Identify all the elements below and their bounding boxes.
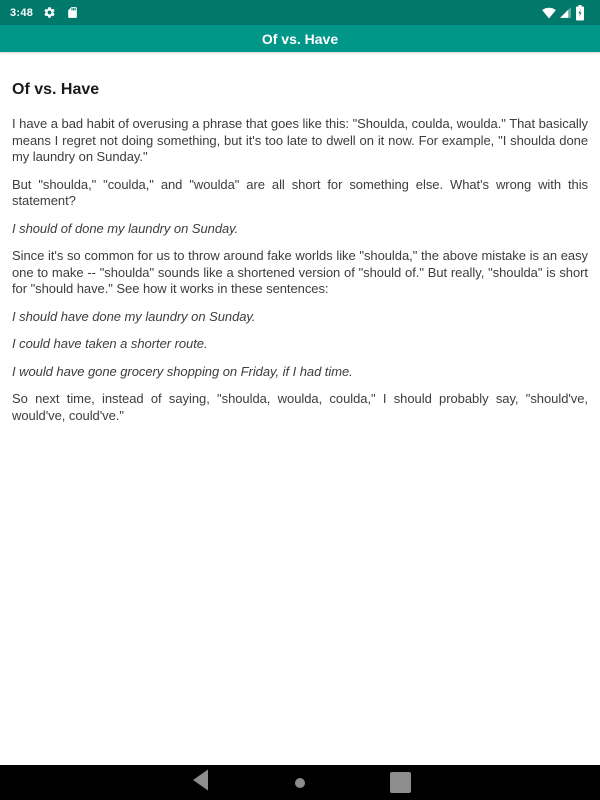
paragraph: Since it's so common for us to throw around fake worlds like "shoulda," the above mistake is an easy one to make -- "shoulda" sounds like a shortened version of "should of." But really, "shoulda" is short for "should have." See how it works in these sentences:: [12, 248, 588, 296]
home-icon: [295, 778, 305, 788]
status-bar: [0, 0, 600, 25]
paragraph: But "shoulda," "coulda," and "woulda" are all short for something else. What's wrong with this statement?: [12, 176, 588, 208]
article-body: [12, 116, 588, 424]
paragraph: I should have done my laundry on Sunday.: [12, 308, 256, 324]
app-bar-title: Of vs. Have: [261, 30, 339, 47]
app-bar: [0, 25, 600, 52]
battery-icon: [575, 5, 585, 21]
paragraph: I would have gone grocery shopping on Friday, if I had time.: [12, 363, 353, 379]
wifi-icon: [542, 6, 556, 20]
status-bar-right: [542, 5, 585, 21]
paragraph: I have a bad habit of overusing a phrase that goes like this: "Shoulda, coulda, woulda." That basically means I regret not doing something, but it's too late to dwell on it now. For example, "I shoulda done my laundry on Sunday.": [12, 116, 588, 164]
back-button[interactable]: [188, 768, 212, 798]
recents-icon: [390, 772, 411, 793]
recents-button[interactable]: [388, 768, 412, 798]
status-bar-left: [10, 6, 79, 19]
settings-icon: [43, 6, 56, 19]
article-heading: Of vs. Have: [12, 81, 100, 98]
status-clock: 3:48: [10, 6, 34, 19]
paragraph: I could have taken a shorter route.: [12, 336, 208, 351]
paragraph: I should of done my laundry on Sunday.: [12, 220, 239, 236]
paragraph: So next time, instead of saying, "shoulda, woulda, coulda," I should probably say, "should've, would've, could've.": [12, 391, 588, 423]
back-icon: [190, 768, 210, 797]
sd-card-icon: [66, 6, 79, 19]
cellular-signal-icon: [559, 6, 572, 19]
navigation-bar: [0, 765, 600, 800]
article-scroll-area[interactable]: [0, 52, 600, 765]
home-button[interactable]: [288, 768, 312, 798]
